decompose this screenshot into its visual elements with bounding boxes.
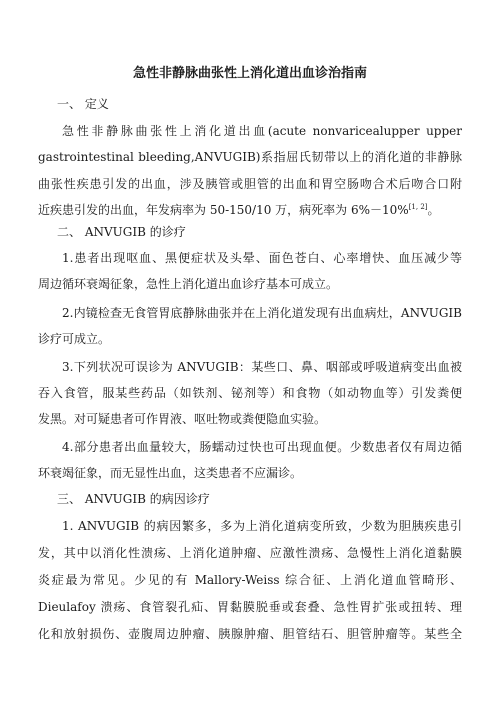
- section-3-heading: 三、 ANVUGIB 的病因诊疗: [57, 492, 210, 506]
- item-2-line-1: 2.内镜检查无食管胃底静脉曲张并在上消化道发现有出血病灶，ANVUGIB: [62, 306, 462, 320]
- section-3-line-2: 发，其中以消化性溃疡、上消化道肿瘤、应激性溃疡、急慢性上消化道黏膜: [38, 546, 462, 560]
- section-1-line-4-text: 近疾患引发的出血，年发病率为 50-150/10 万，病死率为 6%－10%: [38, 203, 409, 217]
- item-4-line-1: 4.部分患者出血量较大，肠蠕动过快也可出现血便。少数患者仅有周边循: [62, 440, 462, 454]
- item-4-line-2: 环衰竭征象，而无显性出血，这类患者不应漏诊。: [38, 466, 303, 480]
- item-1-line-2: 周边循环衰竭征象，急性上消化道出血诊疗基本可成立。: [38, 277, 339, 291]
- section-2-heading: 二、 ANVUGIB 的诊疗: [57, 225, 186, 239]
- citation: [1, 2]: [408, 203, 428, 211]
- document-title: 急性非静脉曲张性上消化道出血诊治指南: [132, 66, 367, 81]
- section-3-line-4: Dieulafoy 溃疡、食管裂孔疝、胃黏膜脱垂或套叠、急性胃扩张或扭转、理: [38, 600, 462, 614]
- section-3-line-1: 1. ANVUGIB 的病因繁多，多为上消化道病变所致，少数为胆胰疾患引: [62, 519, 462, 533]
- item-1-line-1: 1.患者出现呕血、黑便症状及头晕、面色苍白、心率增快、血压减少等: [62, 251, 462, 265]
- section-1-line-1: 急性非静脉曲张性上消化道出血(acute nonvaricealupper upper: [62, 124, 462, 138]
- item-3-line-1: 3.下列状况可误诊为 ANVUGIB：某些口、鼻、咽部或呼吸道病变出血被: [62, 360, 462, 374]
- item-3-line-3: 发黑。对可疑患者可作胃液、呕吐物或粪便隐血实验。: [38, 412, 327, 426]
- section-1-heading: 一、 定义: [57, 97, 109, 111]
- section-3-line-3: 炎症最为常见。少见的有 Mallory-Weiss 综合征、上消化道血管畸形、: [38, 573, 462, 587]
- item-2-line-2: 诊疗可成立。: [38, 332, 111, 346]
- section-1-line-2: gastrointestinal bleeding,ANVUGIB)系指屈氏韧带以上的消化道的非静脉: [38, 150, 462, 164]
- section-1-end-mark: 。: [427, 203, 440, 217]
- section-1-line-4: [38, 200, 462, 220]
- section-1-line-3: 曲张性疾患引发的出血，涉及胰管或胆管的出血和胃空肠吻合术后吻合口附: [38, 177, 462, 191]
- item-3-line-2: 吞入食管，服某些药品（如铁剂、铋剂等）和食物（如动物血等）引发粪便: [38, 386, 462, 400]
- section-3-line-5: 化和放射损伤、壶腹周边肿瘤、胰腺肿瘤、胆管结石、胆管肿瘤等。某些全: [38, 627, 462, 641]
